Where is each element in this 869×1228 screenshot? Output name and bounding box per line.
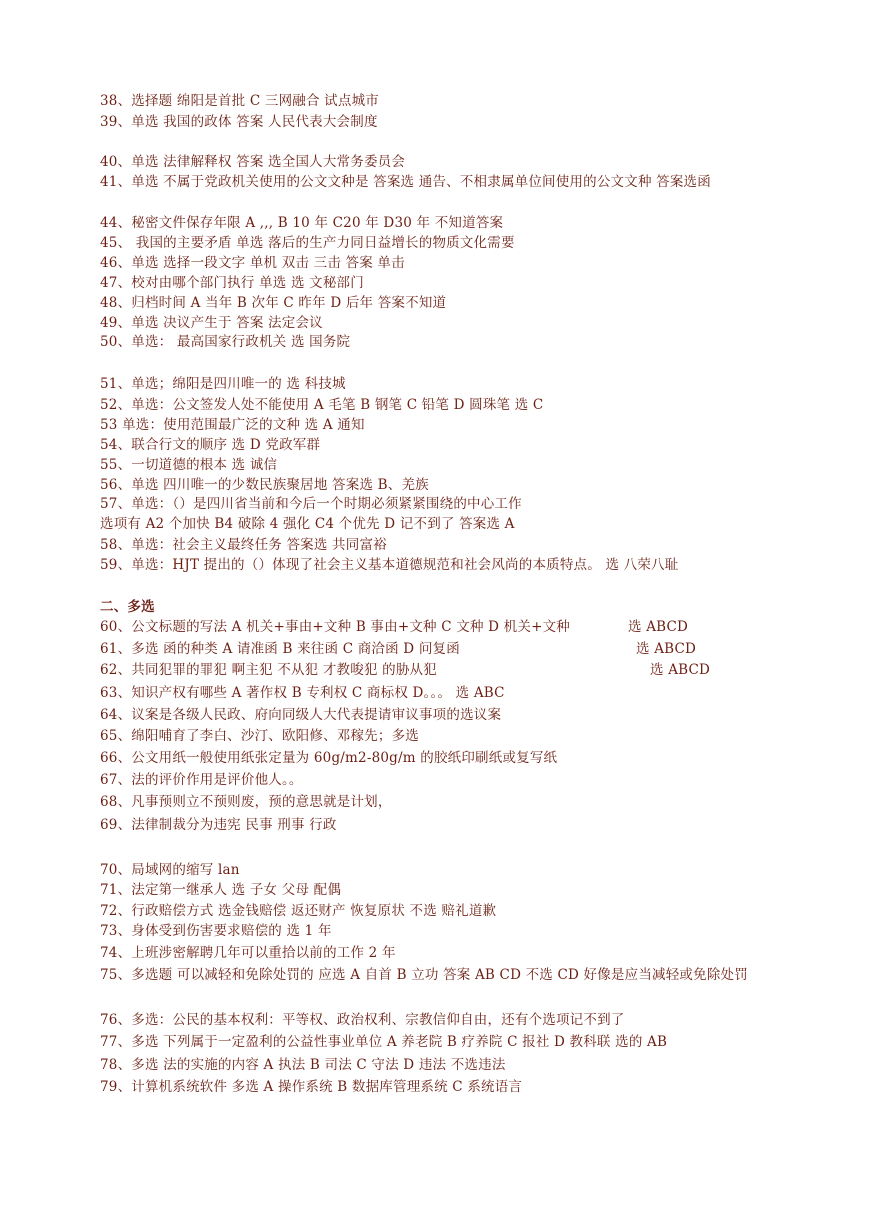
question-53: 53 单选：使用范围最广泛的文种 选 A 通知 (100, 417, 365, 433)
question-41: 41、单选 不属于党政机关使用的公文文种是 答案选 通告、不相隶属单位间使用的公文文种 答案选函 (100, 174, 711, 190)
question-66: 66、公文用纸一般使用纸张定量为 60g/m2-80g/m 的胶纸印刷纸或复写纸 (100, 750, 558, 766)
question-62: 62、共同犯罪的罪犯 啊主犯 不从犯 才教唆犯 的胁从犯 (100, 662, 437, 678)
question-60-answer: 选 ABCD (628, 619, 689, 635)
question-48: 48、归档时间 A 当年 B 次年 C 昨年 D 后年 答案不知道 (100, 295, 447, 311)
question-58: 58、单选：社会主义最终任务 答案选 共同富裕 (100, 537, 387, 553)
question-51: 51、单选；绵阳是四川唯一的 选 科技城 (100, 376, 346, 392)
section-heading-multiple-choice: 二、多选 (100, 599, 155, 615)
question-59: 59、单选：HJT 提出的（）体现了社会主义基本道德规范和社会风尚的本质特点。 选 八荣八耻 (100, 557, 679, 573)
question-65: 65、绵阳哺育了李白、沙汀、欧阳修、邓稼先；多选 (100, 728, 419, 744)
question-57: 57、单选：（）是四川省当前和今后一个时期必须紧紧围绕的中心工作 (100, 496, 522, 512)
question-45: 45、 我国的主要矛盾 单选 落后的生产力同日益增长的物质文化需要 (100, 235, 515, 251)
question-63: 63、知识产权有哪些 A 著作权 B 专利权 C 商标权 D。。。 选 ABC (100, 685, 505, 701)
question-71: 71、法定第一继承人 选 子女 父母 配偶 (100, 882, 342, 898)
question-55: 55、一切道德的根本 选 诚信 (100, 457, 278, 473)
question-61-answer: 选 ABCD (636, 641, 697, 657)
question-78: 78、多选 法的实施的内容 A 执法 B 司法 C 守法 D 违法 不选违法 (100, 1057, 506, 1073)
question-64: 64、议案是各级人民政、府向同级人大代表提请审议事项的选议案 (100, 707, 502, 723)
question-57-options: 选项有 A2 个加快 B4 破除 4 强化 C4 个优先 D 记不到了 答案选 A (100, 516, 515, 532)
question-44: 44、秘密文件保存年限 A ,,, B 10 年 C20 年 D30 年 不知道答案 (100, 215, 504, 231)
question-69: 69、法律制裁分为违宪 民事 刑事 行政 (100, 817, 337, 833)
question-50: 50、单选： 最高国家行政机关 选 国务院 (100, 334, 351, 350)
question-74: 74、上班涉密解聘几年可以重拾以前的工作 2 年 (100, 945, 396, 961)
question-62-answer: 选 ABCD (650, 662, 711, 678)
question-70: 70、局域网的缩写 lan (100, 862, 240, 878)
question-73: 73、身体受到伤害要求赔偿的 选 1 年 (100, 923, 332, 939)
question-56: 56、单选 四川唯一的少数民族聚居地 答案选 B、羌族 (100, 477, 429, 493)
question-54: 54、联合行文的顺序 选 D 党政军群 (100, 437, 321, 453)
question-67: 67、法的评价作用是评价他人。。 (100, 772, 303, 788)
question-60: 60、公文标题的写法 A 机关+事由+文种 B 事由+文种 C 文种 D 机关+文种 (100, 619, 570, 635)
question-72: 72、行政赔偿方式 选金钱赔偿 返还财产 恢复原状 不选 赔礼道歉 (100, 903, 497, 919)
question-61: 61、多选 函的种类 A 请准函 B 来往函 C 商洽函 D 问复函 (100, 641, 460, 657)
question-68: 68、凡事预则立不预则废，预的意思就是计划， (100, 794, 392, 810)
question-49: 49、单选 决议产生于 答案 法定会议 (100, 315, 323, 331)
question-52: 52、单选：公文签发人处不能使用 A 毛笔 B 钢笔 C 铅笔 D 圆珠笔 选 C (100, 397, 544, 413)
question-77: 77、多选 下列属于一定盈利的公益性事业单位 A 养老院 B 疗养院 C 报社 D 教科联 选的 AB (100, 1034, 668, 1050)
question-79: 79、计算机系统软件 多选 A 操作系统 B 数据库管理系统 C 系统语言 (100, 1079, 523, 1095)
question-75: 75、多选题 可以减轻和免除处罚的 应选 A 自首 B 立功 答案 AB CD 不选 CD 好像是应当减轻或免除处罚 (100, 967, 748, 983)
question-46: 46、单选 选择一段文字 单机 双击 三击 答案 单击 (100, 255, 405, 271)
question-39: 39、单选 我国的政体 答案 人民代表大会制度 (100, 114, 378, 130)
question-38: 38、选择题 绵阳是首批 C 三网融合 试点城市 (100, 93, 379, 109)
question-40: 40、单选 法律解释权 答案 选全国人大常务委员会 (100, 154, 406, 170)
question-76: 76、多选：公民的基本权利：平等权、政治权利、宗教信仰自由，还有个选项记不到了 (100, 1012, 625, 1028)
question-47: 47、校对由哪个部门执行 单选 选 文秘部门 (100, 275, 364, 291)
